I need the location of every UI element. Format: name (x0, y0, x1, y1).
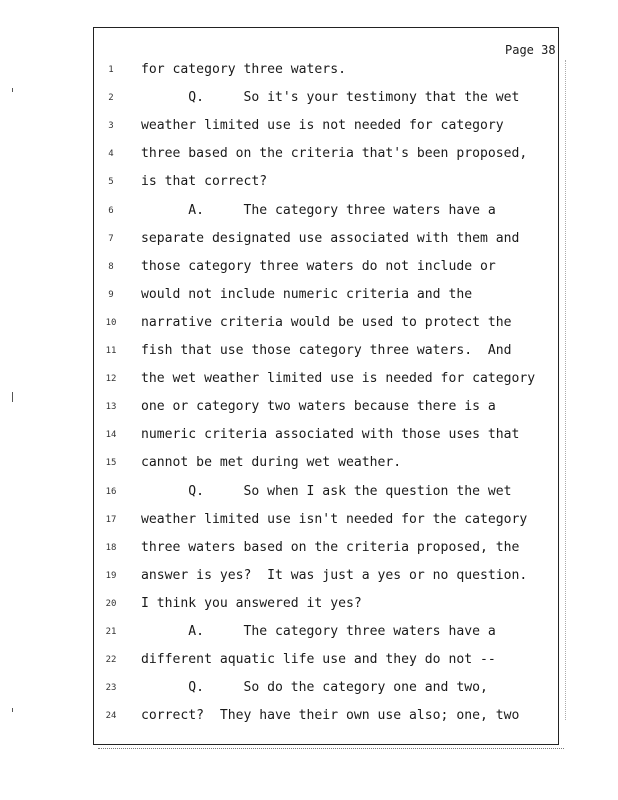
line-text: fish that use those category three waters. And (141, 343, 512, 358)
transcript-line (0, 399, 618, 417)
line-number: 9 (108, 289, 114, 300)
line-text: Q. So it's your testimony that the wet (141, 90, 520, 106)
line-number: 15 (105, 458, 117, 469)
transcript-line (0, 371, 618, 389)
line-text: three waters based on the criteria proposed, the (141, 539, 520, 555)
line-text: would not include numeric criteria and the (141, 286, 473, 302)
line-text: numeric criteria associated with those uses that (141, 427, 520, 443)
line-text: narrative criteria would be used to protect the (141, 314, 512, 330)
transcript-line (0, 512, 618, 530)
line-text: those category three waters do not include or (141, 258, 496, 274)
line-number: 18 (105, 542, 117, 553)
line-number: 24 (105, 711, 117, 722)
line-number: 7 (108, 233, 114, 244)
line-text: Q. So do the category one and two, (141, 680, 488, 696)
line-number: 13 (105, 402, 117, 413)
line-number: 12 (105, 374, 117, 385)
transcript-line (0, 568, 618, 586)
line-text: Q. So when I ask the question the wet (141, 483, 512, 499)
line-number: 2 (108, 93, 114, 104)
line-text: weather limited use is not needed for category (141, 118, 504, 134)
transcript-line (0, 484, 618, 502)
line-text: one or category two waters because there is a (141, 399, 496, 415)
transcript-line (0, 174, 618, 192)
transcript-line (0, 146, 618, 164)
transcript-line (0, 90, 618, 108)
transcript-line (0, 118, 618, 136)
line-text: correct? They have their own use also; one, two (141, 708, 520, 724)
line-number: 11 (105, 346, 117, 356)
line-number: 19 (105, 570, 117, 581)
transcript-line (0, 680, 618, 698)
transcript-line (0, 708, 618, 726)
line-number: 5 (108, 177, 114, 188)
transcript-line (0, 315, 618, 333)
transcript-line (0, 343, 618, 361)
line-number: 10 (105, 317, 117, 328)
line-number: 1 (108, 65, 114, 75)
line-text: A. The category three waters have a (141, 624, 496, 639)
line-text: I think you answered it yes? (141, 595, 362, 611)
transcript-line (0, 287, 618, 305)
transcript-line (0, 652, 618, 670)
line-text: answer is yes? It was just a yes or no question. (141, 567, 528, 583)
transcript-line (0, 427, 618, 445)
line-number: 22 (105, 655, 117, 666)
line-text: cannot be met during wet weather. (141, 455, 402, 471)
line-text: different aquatic life use and they do not -- (141, 652, 496, 668)
line-text: is that correct? (141, 174, 268, 190)
line-number: 16 (105, 486, 117, 497)
line-number: 14 (105, 430, 117, 441)
transcript-line (0, 624, 618, 642)
transcript-line (0, 62, 618, 80)
transcript-line (0, 540, 618, 558)
transcript-line (0, 203, 618, 221)
transcript-line (0, 455, 618, 473)
line-number: 3 (108, 121, 114, 132)
line-text: A. The category three waters have a (141, 202, 496, 218)
line-number: 23 (105, 683, 117, 694)
line-number: 4 (108, 149, 114, 160)
line-text: separate designated use associated with them and (141, 230, 520, 246)
line-text: the wet weather limited use is needed for category (141, 371, 536, 387)
page-number: Page 38 (505, 43, 556, 57)
line-number: 17 (105, 514, 117, 525)
line-number: 21 (105, 627, 117, 637)
line-number: 20 (105, 598, 117, 609)
transcript-line (0, 259, 618, 277)
line-text: weather limited use isn't needed for the category (141, 511, 528, 527)
line-text: for category three waters. (141, 62, 346, 77)
line-text: three based on the criteria that's been proposed, (141, 146, 528, 162)
line-number: 8 (108, 261, 114, 272)
transcript-line (0, 596, 618, 614)
line-number: 6 (108, 205, 114, 216)
transcript-line (0, 231, 618, 249)
